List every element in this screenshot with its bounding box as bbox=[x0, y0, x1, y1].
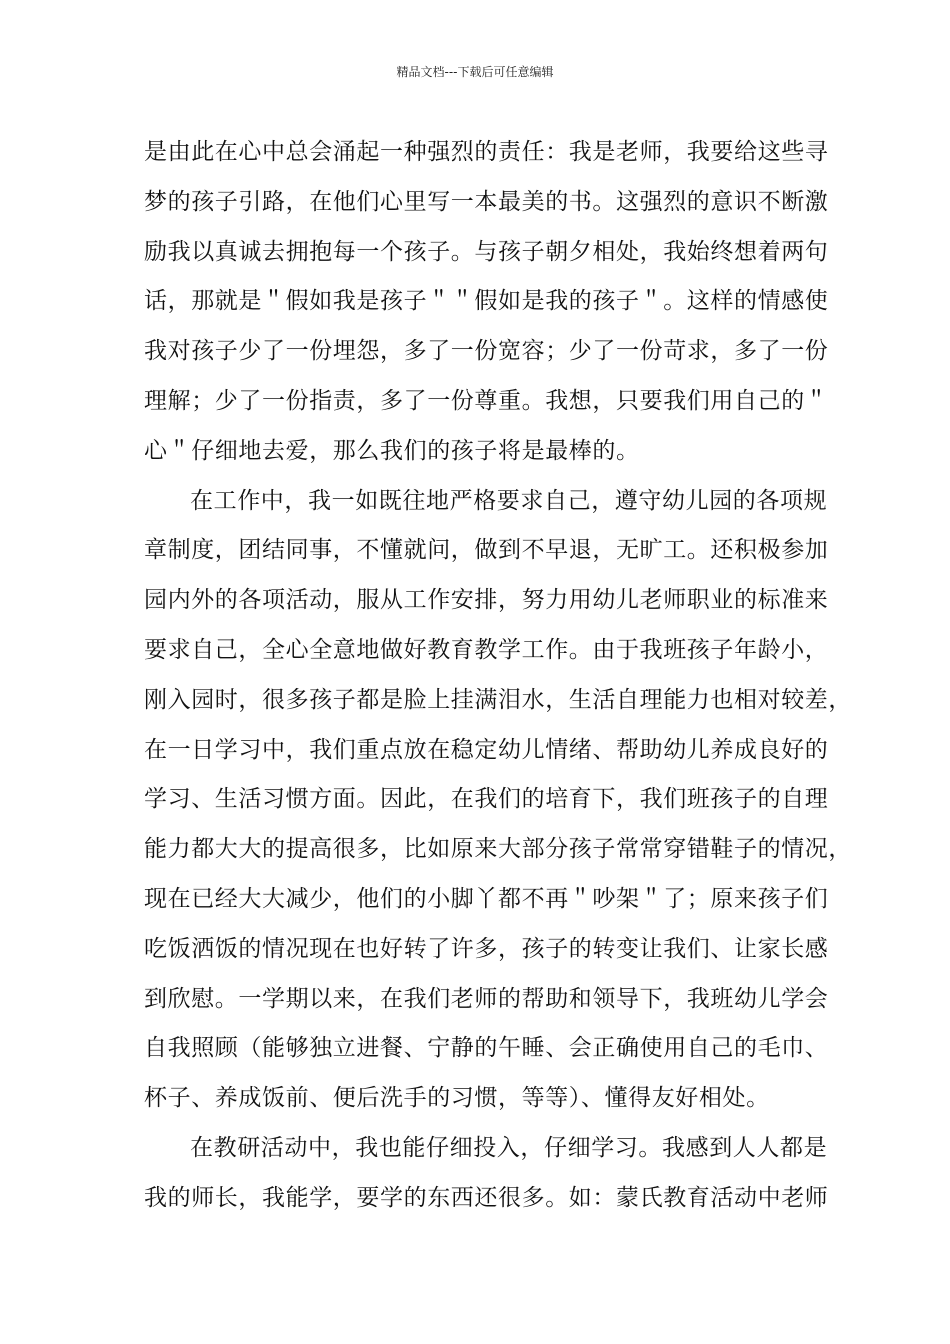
paragraph-2 bbox=[144, 477, 852, 1124]
text-line: 能力都大大的提高很多，比如原来大部分孩子常常穿错鞋子的情况， bbox=[144, 836, 852, 863]
text-line: 梦的孩子引路，在他们心里写一本最美的书。这强烈的意识不断激 bbox=[144, 188, 829, 215]
text-line: 心＂仔细地去爱，那么我们的孩子将是最棒的。 bbox=[144, 437, 640, 464]
text-line: 在一日学习中，我们重点放在稳定幼儿情绪、帮助幼儿养成良好的 bbox=[144, 736, 829, 763]
paragraph-3 bbox=[144, 1124, 829, 1224]
text-line: 现在已经大大减少，他们的小脚丫都不再＂吵架＂了；原来孩子们 bbox=[144, 885, 829, 912]
text-line: 是由此在心中总会涌起一种强烈的责任：我是老师，我要给这些寻 bbox=[144, 139, 829, 165]
text-line: 理解；少了一份指责，多了一份尊重。我想，只要我们用自己的＂ bbox=[144, 387, 829, 414]
text-line: 园内外的各项活动，服从工作安排，努力用幼儿老师职业的标准来 bbox=[144, 587, 829, 614]
text-line: 励我以真诚去拥抱每一个孩子。与孩子朝夕相处，我始终想着两句 bbox=[144, 238, 829, 265]
text-line: 学习、生活习惯方面。因此，在我们的培育下，我们班孩子的自理 bbox=[144, 786, 829, 813]
text-line: 话，那就是＂假如我是孩子＂＂假如是我的孩子＂。这样的情感使 bbox=[144, 288, 829, 315]
text-line: 我对孩子少了一份埋怨，多了一份宽容；少了一份苛求，多了一份 bbox=[144, 338, 829, 365]
text-line: 我的师长，我能学，要学的东西还很多。如：蒙氏教育活动中老师 bbox=[144, 1184, 829, 1211]
text-line: 到欣慰。一学期以来，在我们老师的帮助和领导下，我班幼儿学会 bbox=[144, 985, 829, 1012]
page-header: 精品文档---下载后可任意编辑 bbox=[396, 65, 554, 79]
text-line: 在工作中，我一如既往地严格要求自己，遵守幼儿园的各项规 bbox=[190, 487, 828, 514]
text-line: 要求自己，全心全意地做好教育教学工作。由于我班孩子年龄小， bbox=[144, 636, 829, 663]
text-line: 杯子、养成饭前、便后洗手的习惯，等等）、懂得友好相处。 bbox=[144, 1085, 770, 1112]
body-text bbox=[144, 128, 852, 1224]
text-line: 章制度，团结同事，不懂就问，做到不早退，无旷工。还积极参加 bbox=[144, 537, 829, 564]
text-line: 自我照顾（能够独立进餐、宁静的午睡、会正确使用自己的毛巾、 bbox=[144, 1035, 829, 1062]
paragraph-1 bbox=[144, 128, 829, 477]
text-line: 在教研活动中，我也能仔细投入，仔细学习。我感到人人都是 bbox=[190, 1134, 828, 1161]
text-line: 刚入园时，很多孩子都是脸上挂满泪水，生活自理能力也相对较差， bbox=[144, 686, 852, 713]
text-line: 吃饭洒饭的情况现在也好转了许多，孩子的转变让我们、让家长感 bbox=[144, 935, 829, 962]
